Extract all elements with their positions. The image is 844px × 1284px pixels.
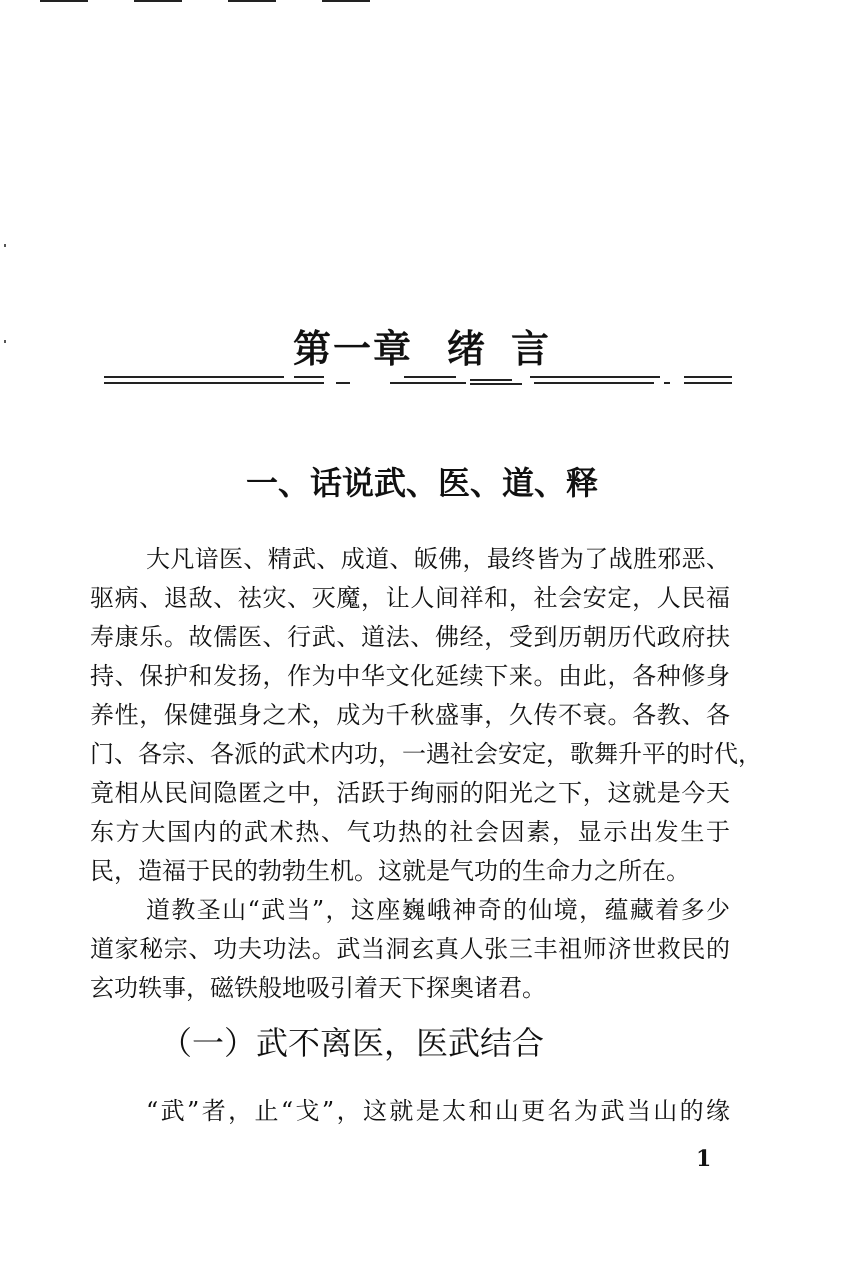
text-line: 玄功轶事，磁铁般地吸引着天下探奥诸君。 — [90, 974, 546, 1002]
chapter-title — [0, 318, 844, 373]
top-rule — [228, 0, 276, 2]
text-line: 道教圣山“武当”，这座巍峨神奇的仙境，蕴藏着多少 — [146, 896, 730, 924]
section-title: 一、话说武、医、道、释 — [245, 464, 598, 502]
text-line: “武”者，止“戈”，这就是太和山更名为武当山的缘 — [146, 1097, 730, 1125]
text-line: 道家秘宗、功夫功法。武当洞玄真人张三丰祖师济世救民的 — [90, 935, 730, 963]
text-line: 养性，保健强身之术，成为千秋盛事，久传不衰。各教、各 — [90, 701, 730, 729]
top-rule — [322, 0, 370, 2]
subsection-title: （一）武不离医，医武结合 — [160, 1024, 545, 1062]
text-line: 大凡谙医、精武、成道、皈佛，最终皆为了战胜邪恶、 — [146, 545, 730, 573]
text-line: 门、各宗、各派的武术内功，一遇社会安定，歌舞升平的时代， — [90, 740, 762, 768]
chapter-title-part: 言 — [511, 326, 552, 371]
top-rule — [40, 0, 88, 2]
margin-mark — [4, 244, 6, 247]
text-line: 寿康乐。故儒医、行武、道法、佛经，受到历朝历代政府扶 — [90, 623, 730, 651]
text-line: 东方大国内的武术热、气功热的社会因素，显示出发生于 — [90, 818, 730, 846]
top-rule — [134, 0, 182, 2]
chapter-number: 第一章 — [292, 326, 413, 371]
page-number: 1 — [696, 1146, 712, 1172]
text-line: 民，造福于民的勃勃生机。这就是气功的生命力之所在。 — [90, 857, 690, 885]
text-line: 竟相从民间隐匿之中，活跃于绚丽的阳光之下，这就是今天 — [90, 779, 730, 807]
chapter-title-part: 绪 — [446, 326, 487, 371]
body-paragraph — [90, 1092, 730, 1131]
text-line: 持、保护和发扬，作为中华文化延续下来。由此，各种修身 — [90, 662, 730, 690]
body-paragraph — [90, 540, 762, 891]
body-paragraph — [90, 891, 730, 1008]
text-line: 驱病、退敌、祛灾、灭魔，让人间祥和，社会安定，人民福 — [90, 584, 730, 612]
chapter-rule-ornament — [104, 374, 732, 386]
